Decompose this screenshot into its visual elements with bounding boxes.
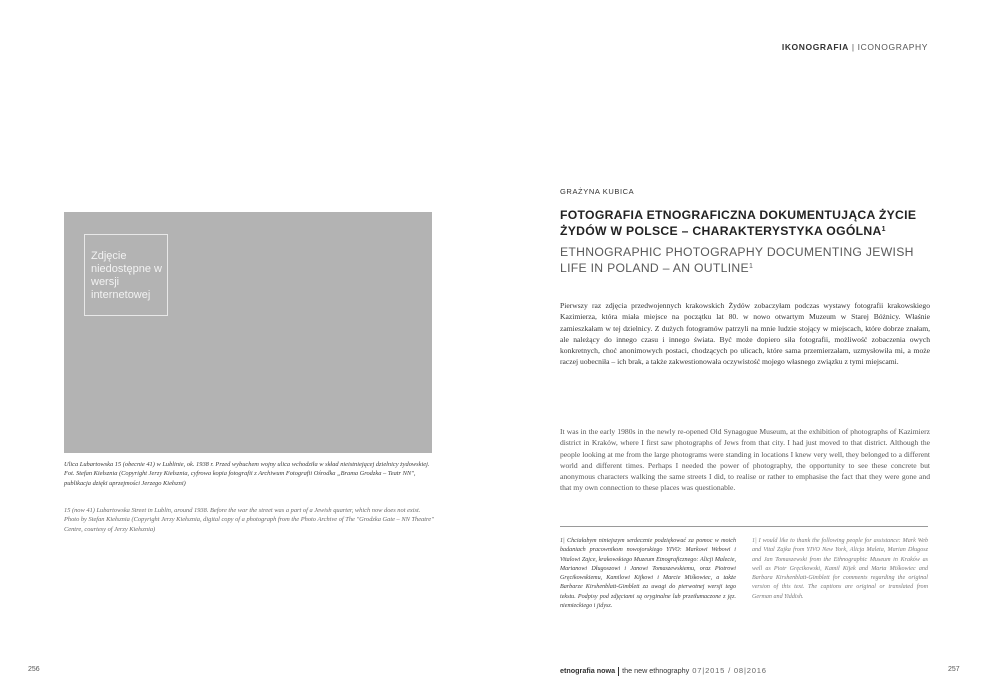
section-title-en: ICONOGRAPHY <box>857 42 928 52</box>
header-separator: | <box>848 42 858 52</box>
article-author: GRAŻYNA KUBICA <box>560 187 635 196</box>
page-number-right: 257 <box>948 666 960 673</box>
photo-unavailable-label: Zdjęcie niedostępne w wersji internetowej <box>84 234 168 316</box>
footnote-divider <box>560 526 928 527</box>
journal-footer <box>560 666 767 676</box>
photo-caption-en: 15 (now 41) Lubartowska Street in Lublin, around 1938. Before the war the street was a part of a Jewish quarter, which now does not exist. Photo by Stefan Kiełsznia (Copyright Jerzy Kiełsznia, digital copy of a photograph from the Photo Archive of The "Grodzka Gate – NN Theatre" Centre, courtesy of Jerzy Kiełsznia) <box>64 507 434 533</box>
footnote-en: 1| I would like to thank the following people for assistance: Mark Web and Vital Zajka from YIVO New York, Alicja Maleta, Marian Długosz and Jan Tomaszewski from the Ethnographic Museum in Kraków as well as Piotr Gręcikowski, Kamil Kijek and Marta Miśkowiec and Barbara Kirshenblatt-Gimblett for comments regarding the original version of this text. The captions are original or translated from German and Yiddish. <box>752 538 928 600</box>
page-number-left: 256 <box>28 666 40 673</box>
footnote-ref-pl[interactable]: 1 <box>881 226 886 233</box>
section-title-pl: IKONOGRAFIA <box>781 42 849 52</box>
article-title-en-text: ETHNOGRAPHIC PHOTOGRAPHY DOCUMENTING JEWISH LIFE IN POLAND – AN OUTLINE <box>560 245 914 275</box>
journal-name-pl: etnografia nowa <box>560 666 616 675</box>
running-header <box>782 42 928 52</box>
journal-name-en: the new ethnography <box>622 666 690 675</box>
photo-caption-pl: Ulica Lubartowska 15 (obecnie 41) w Lublinie, ok. 1938 r. Przed wybuchem wojny ulica wchodziła w skład nieistniejącej dzielnicy żydowskiej. Fot. Stefan Kiełsznia (Copyright Jerzy Kiełsznia, cyfrowa kopia fotografii z Archiwum Fotografii Ośrodka „Brama Grodzka – Teatr NN", publikacja dzięki uprzejmości Jerzego Kiełszni) <box>64 461 430 487</box>
article-title-pl-text: FOTOGRAFIA ETNOGRAFICZNA DOKUMENTUJĄCA ŻYCIE ŻYDÓW W POLSCE – CHARAKTERYSTYKA OGÓLNA <box>560 208 917 238</box>
footnote-ref-en[interactable]: 1 <box>748 263 754 270</box>
body-paragraph-en: It was in the early 1980s in the newly re-opened Old Synagogue Museum, at the exhibition of photographs of Kazimierz district in Kraków, where I first saw photographs of Jews from that city. I had just moved to that district. Although the people looking at me from the large photograms were standing in locations I knew very well, they belonged to a different world and different times. Perhaps I needed the power of photography, the opportunity to see these concrete but anonymous characters walking the same streets I did, to realise or rather to emphasise the fact that they were gone and that my own connection to these places was questionable. <box>560 427 930 493</box>
footnote-pl: 1| Chciałabym niniejszym serdecznie podziękować za pomoc w moich badaniach pracownikom nowojorskiego YIVO: Markowi Webowi i Vitalowi Zajce, krakowskiego Muzeum Etnograficznego: Alicji Malecie, Marianowi Długoszowi i Janowi Tomaszewskiemu, oraz Piotrowi Gręcikowskiemu, Kamilowi Kijkowi i Marcie Miśkowiec, a także Barbarze Kirshenblatt-Gimblett za uwagi do pierwotnej wersji tego tekstu. Podpisy pod zdjęciami są oryginalne lub przetłumaczone z jęz. niemieckiego i jidysz. <box>560 538 736 610</box>
issue-number: 07|2015 / 08|2016 <box>692 666 767 675</box>
article-title-en <box>560 244 940 276</box>
footer-divider <box>618 667 619 676</box>
body-paragraph-pl: Pierwszy raz zdjęcia przedwojennych krakowskich Żydów zobaczyłam podczas wystawy fotografii krakowskiego Kazimierza, która miała miejsce na początku lat 80. w nowo otwartym Muzeum w Starej Bóżnicy. Właśnie zamieszkałam w tej dzielnicy. Z dużych fotogramów patrzyli na mnie ludzie stojący w miejscach, które dobrze znałam, ale należący do innego czasu i innego świata. Być może dopiero siła fotografii, możliwość zobaczenia owych konkretnych, choć anonimowych postaci, chodzących po ulicach, które sama przemierzałam, uzmysłowiła mi, a może raczej uobecniła – ich brak, a także zakwestionowała oczywistość mojego własnego związku z tymi miejscami. <box>560 301 930 367</box>
article-title-pl <box>560 207 940 239</box>
